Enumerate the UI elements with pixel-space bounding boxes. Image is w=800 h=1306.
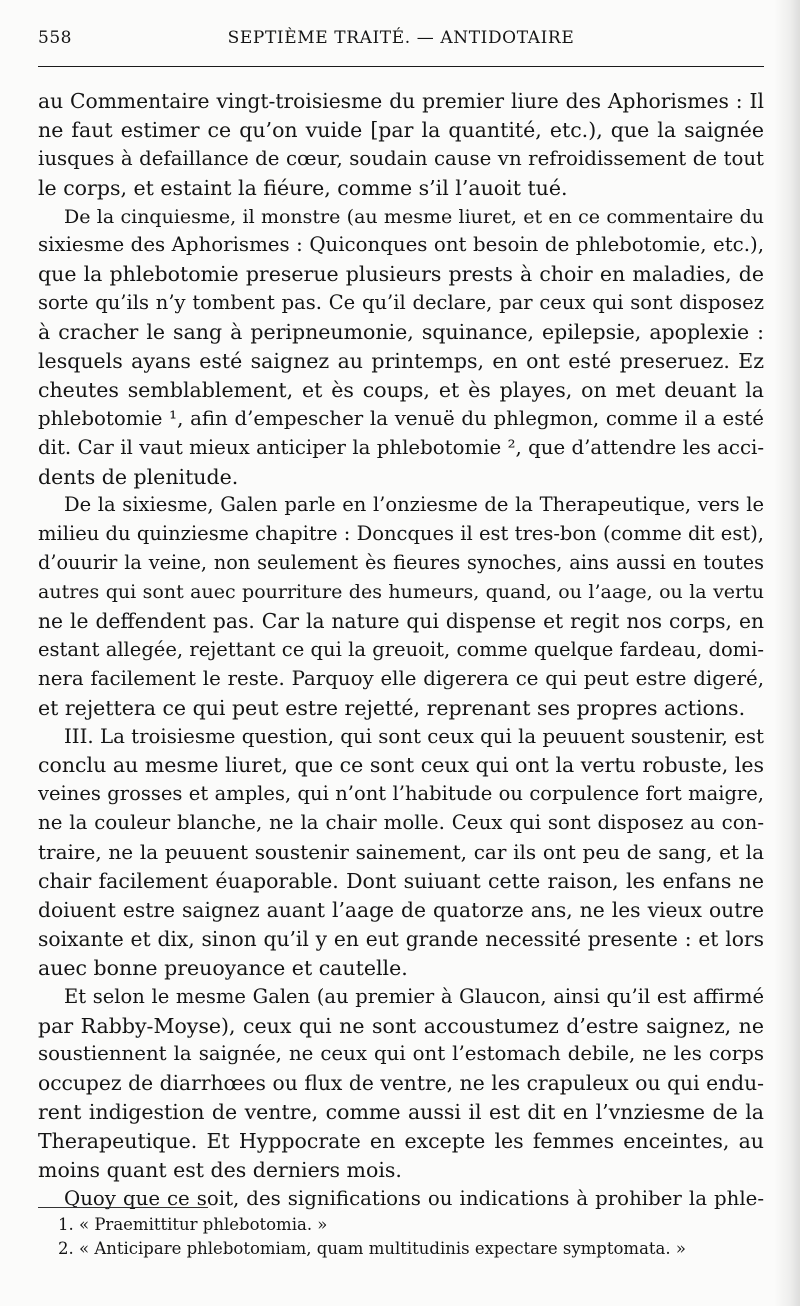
text-line: soixante et dix, sinon qu’il y en eut grande necessité presente : et lors	[38, 926, 764, 951]
paragraph	[38, 203, 764, 492]
text-line: Quoy que ce soit, des significations ou indications à prohiber la phle-	[64, 1186, 764, 1210]
text-line: nera facilement le reste. Parquoy elle digerera ce qui peut estre digeré,	[38, 666, 764, 690]
body-text	[38, 87, 764, 1214]
text-line: chair facilement éuaporable. Dont suiuant cette raison, les enfans ne	[38, 869, 764, 894]
header-rule	[38, 66, 764, 67]
text-line: conclu au mesme liuret, que ce sont ceux qui ont la vertu robuste, les	[38, 753, 764, 778]
text-line: soustiennent la saignée, ne ceux qui ont l’estomach debile, ne les corps	[38, 1042, 764, 1066]
running-title: SEPTIÈME TRAITÉ. — ANTIDOTAIRE	[227, 28, 575, 48]
text-line: De la sixiesme, Galen parle en l’onziesme de la Therapeutique, vers le	[64, 493, 764, 517]
paragraph	[38, 983, 764, 1185]
text-line: sorte qu’ils n’y tombent pas. Ce qu’il declare, par ceux qui sont disposez	[38, 291, 764, 315]
text-line: milieu du quinziesme chapitre : Doncques il est tres-bon (comme dit est),	[38, 522, 764, 546]
text-line: sixiesme des Aphorismes : Quiconques ont besoin de phlebotomie, etc.),	[38, 233, 764, 257]
scan-shadow-edge	[774, 0, 800, 1306]
text-line: doiuent estre saignez auant l’aage de quatorze ans, ne les vieux outre	[38, 897, 764, 922]
text-line: ne la couleur blanche, ne la chair molle. Ceux qui sont disposez au con-	[38, 811, 764, 835]
text-line: dents de plenitude.	[38, 464, 239, 489]
text-line: estant allegée, rejettant ce qui la greuoit, comme quelque fardeau, domi-	[38, 637, 764, 661]
text-line: d’ouurir la veine, non seulement ès fieures synoches, ains aussi en toutes	[38, 551, 764, 575]
text-line: au Commentaire vingt-troisiesme du premier liure des Aphorismes : Il	[38, 89, 764, 113]
text-line: ne faut estimer ce qu’on vuide [par la quantité, etc.), que la saignée	[38, 117, 764, 142]
paragraph	[38, 491, 764, 722]
text-line: III. La troisiesme question, qui sont ceux qui la peuuent soustenir, est	[64, 724, 764, 748]
paragraph	[38, 723, 764, 983]
footnote: 2. « Anticipare phlebotomiam, quam multitudinis expectare symptomata. »	[58, 1239, 686, 1258]
text-line: phlebotomie ¹, afin d’empescher la venuë du phlegmon, comme il a esté	[38, 406, 764, 430]
text-line: cheutes semblablement, et ès coups, et ès playes, on met deuant la	[38, 377, 764, 402]
text-line: dit. Car il vaut mieux anticiper la phlebotomie ², que d’attendre les acci-	[38, 435, 764, 459]
text-line: rent indigestion de ventre, comme aussi il est dit en l’vnziesme de la	[38, 1100, 764, 1125]
text-line: par Rabby-Moyse), ceux qui ne sont accoustumez d’estre saignez, ne	[38, 1013, 764, 1038]
text-line: et rejettera ce qui peut estre rejetté, reprenant ses propres actions.	[38, 695, 746, 720]
text-line: occupez de diarrhœes ou flux de ventre, ne les crapuleux ou qui endu-	[38, 1071, 764, 1096]
text-line: autres qui sont auec pourriture des humeurs, quand, ou l’aage, ou la vertu	[38, 581, 764, 604]
text-line: veines grosses et amples, qui n’ont l’habitude ou corpulence fort maigre,	[38, 782, 764, 806]
text-line: lesquels ayans esté saignez au printemps, en ont esté preseruez. Ez	[38, 349, 764, 374]
text-line: auec bonne preuoyance et cautelle.	[38, 955, 408, 980]
text-line: à cracher le sang à peripneumonie, squinance, epilepsie, apoplexie :	[38, 320, 764, 345]
text-line: traire, ne la peuuent soustenir sainement, car ils ont peu de sang, et la	[38, 840, 764, 865]
text-line: ne le deffendent pas. Car la nature qui dispense et regit nos corps, en	[38, 609, 764, 634]
footnote: 1. « Praemittitur phlebotomia. »	[58, 1215, 328, 1234]
paragraph	[38, 1185, 764, 1214]
text-line: Therapeutique. Et Hyppocrate en excepte les femmes enceintes, au	[38, 1129, 764, 1154]
running-header	[38, 28, 764, 58]
text-line: Et selon le mesme Galen (au premier à Glaucon, ainsi qu’il est affirmé	[64, 984, 764, 1008]
text-line: le corps, et estaint la fiéure, comme s’il l’auoit tué.	[38, 175, 568, 200]
text-line: De la cinquiesme, il monstre (au mesme liuret, et en ce commentaire du	[64, 205, 764, 228]
page-number: 558	[38, 28, 72, 48]
text-line: moins quant est des derniers mois.	[38, 1157, 402, 1182]
text-line: iusques à defaillance de cœur, soudain cause vn refroidissement de tout	[38, 146, 764, 170]
text-line: que la phlebotomie preserue plusieurs prests à choir en maladies, de	[38, 262, 764, 287]
paragraph	[38, 87, 764, 203]
footnote-rule	[38, 1207, 208, 1208]
footnotes	[58, 1213, 764, 1261]
